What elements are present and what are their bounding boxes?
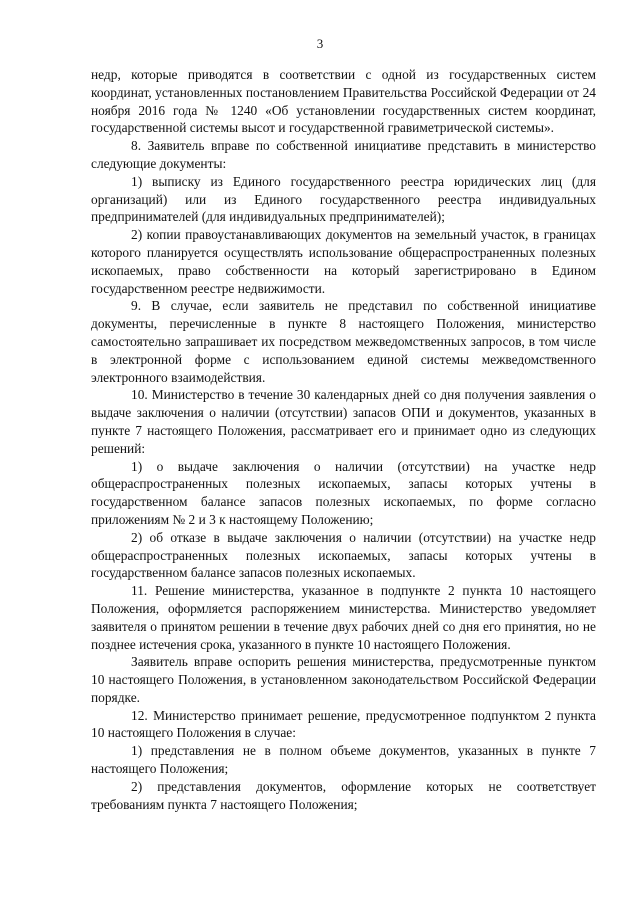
document-body: [91, 66, 596, 813]
paragraph-item-8: 8. Заявитель вправе по собственной инициативе представить в министерство следующие документы:: [91, 138, 596, 171]
paragraph-item-12-2: 2) представления документов, оформление которых не соответствует требованиям пункта 7 настоящего Положения;: [91, 778, 596, 812]
paragraph-item-8-1: 1) выписку из Единого государственного реестра юридических лиц (для организаций) или из Единого государственного реестра индивидуальных предпринимателей (для индивидуальных предпринимателей);: [91, 173, 596, 225]
page-number: 3: [316, 36, 324, 51]
paragraph-item-10-1: 1) о выдаче заключения о наличии (отсутствии) на участке недр общераспространенных полезных ископаемых, запасы которых учтены в государственном балансе запасов полезных ископаемых, по форме согласно приложениям № 2 и 3 к настоящему Положению;: [91, 458, 596, 527]
paragraph-item-12-1: 1) представления не в полном объеме документов, указанных в пункте 7 настоящего Положения;: [91, 743, 596, 777]
paragraph-item-8-2: 2) копии правоустанавливающих документов на земельный участок, в границах которого планируется осуществлять использование общераспространенных полезных ископаемых, право собственности на который зарегистрировано в Едином государственном реестре недвижимости.: [91, 227, 596, 296]
paragraph-item-11-appeal: Заявитель вправе оспорить решения министерства, предусмотренные пунктом 10 настоящего Положения, в установленном законодательством Российской Федерации порядке.: [91, 654, 596, 705]
paragraph-continuation: недр, которые приводятся в соответствии с одной из государственных систем координат, установленных постановлением Правительства Российской Федерации от 24 ноября 2016 года № 1240 «Об установлении государственных систем координат, государственной системы высот и государственной гравиметрической системы».: [91, 67, 596, 136]
paragraph-item-10-2: 2) об отказе в выдаче заключения о наличии (отсутствии) на участке недр общераспространенных полезных ископаемых, запасы которых учтены в государственном балансе запасов полезных ископаемых.: [91, 529, 596, 581]
paragraph-item-12: 12. Министерство принимает решение, предусмотренное подпунктом 2 пункта 10 настоящего Положения в случае:: [91, 707, 596, 741]
paragraph-item-9: 9. В случае, если заявитель не представил по собственной инициативе документы, перечисленные в пункте 8 настоящего Положения, министерство самостоятельно запрашивает их посредством межведомственных запросов, в том числе в электронной форме с использованием единой системы межведомственного электронного взаимодействия.: [91, 298, 596, 385]
paragraph-item-11: 11. Решение министерства, указанное в подпункте 2 пункта 10 настоящего Положения, оформляется распоряжением министерства. Министерство уведомляет заявителя о принятом решении в течение двух рабочих дней со дня его принятия, но не позднее истечения срока, указанного в пункте 10 настоящего Положения.: [91, 583, 596, 652]
paragraph-item-10: 10. Министерство в течение 30 календарных дней со дня получения заявления о выдаче заключения о наличии (отсутствии) запасов ОПИ и документов, указанных в пункте 7 настоящего Положения, рассматривает его и принимает одно из следующих решений:: [91, 387, 596, 456]
